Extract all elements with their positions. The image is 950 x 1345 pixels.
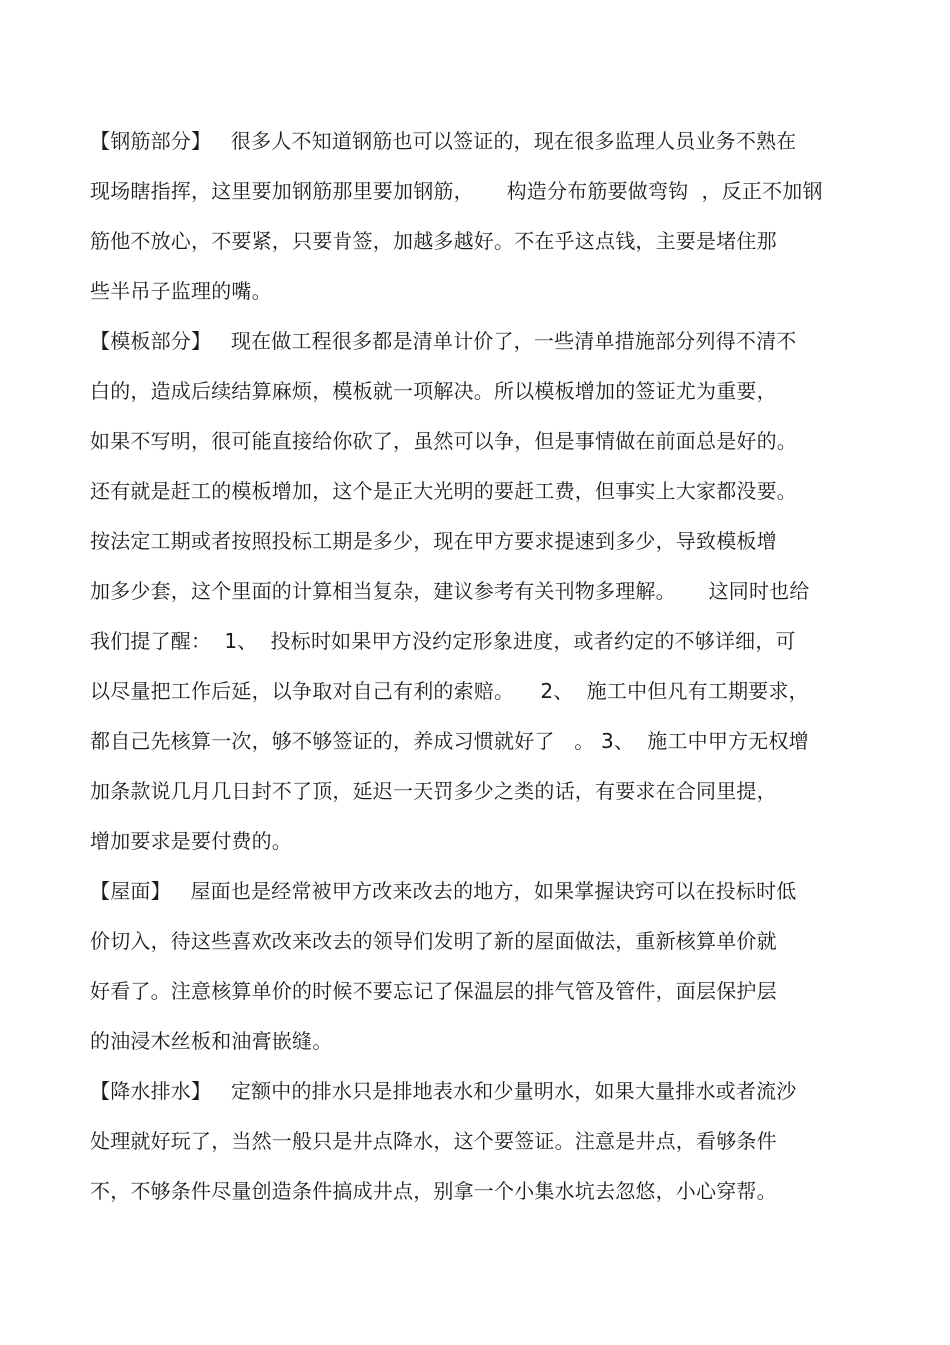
text-line: 我们提了醒： 1、 投标时如果甲方没约定形象进度，或者约定的不够详细，可 — [90, 629, 796, 653]
text-line: 的油浸木丝板和油膏嵌缝。 — [90, 1029, 333, 1053]
text-line: 【降水排水】 定额中的排水只是排地表水和少量明水，如果大量排水或者流沙 — [90, 1079, 797, 1103]
text-line: 如果不写明，很可能直接给你砍了，虽然可以争，但是事情做在前面总是好的。 — [90, 429, 797, 453]
text-line: 好看了。注意核算单价的时候不要忘记了保温层的排气管及管件，面层保护层 — [90, 979, 777, 1003]
text-line: 筋他不放心，不要紧，只要肯签，加越多越好。不在乎这点钱，主要是堵住那 — [90, 229, 777, 253]
text-line: 【模板部分】 现在做工程很多都是清单计价了，一些清单措施部分列得不清不 — [90, 329, 797, 353]
text-line: 处理就好玩了，当然一般只是井点降水，这个要签证。注意是井点，看够条件 — [90, 1129, 777, 1153]
text-line: 加条款说几月几日封不了顶，延迟一天罚多少之类的话，有要求在合同里提， — [90, 779, 777, 803]
text-line: 还有就是赶工的模板增加，这个是正大光明的要赶工费，但事实上大家都没要。 — [90, 479, 797, 503]
text-line: 【屋面】 屋面也是经常被甲方改来改去的地方，如果掌握诀窍可以在投标时低 — [90, 879, 797, 903]
text-line: 增加要求是要付费的。 — [90, 829, 292, 853]
text-line: 现场瞎指挥，这里要加钢筋那里要加钢筋， 构造分布筋要做弯钩 ，反正不加钢 — [90, 179, 823, 203]
text-line: 以尽量把工作后延，以争取对自己有利的索赔。 2、 施工中但凡有工期要求， — [90, 679, 809, 703]
text-line: 白的，造成后续结算麻烦，模板就一项解决。所以模板增加的签证尤为重要， — [90, 379, 777, 403]
text-line: 【钢筋部分】 很多人不知道钢筋也可以签证的，现在很多监理人员业务不熟在 — [90, 129, 797, 153]
text-line: 都自己先核算一次，够不够签证的，养成习惯就好了 。 3、 施工中甲方无权增 — [90, 729, 809, 753]
text-line: 些半吊子监理的嘴。 — [90, 279, 272, 303]
text-line: 不，不够条件尽量创造条件搞成井点，别拿一个小集水坑去忽悠，小心穿帮。 — [90, 1179, 777, 1203]
text-line: 价切入，待这些喜欢改来改去的领导们发明了新的屋面做法，重新核算单价就 — [90, 929, 777, 953]
text-line: 加多少套，这个里面的计算相当复杂，建议参考有关刊物多理解。 这同时也给 — [90, 579, 810, 603]
text-line: 按法定工期或者按照投标工期是多少，现在甲方要求提速到多少，导致模板增 — [90, 529, 777, 553]
